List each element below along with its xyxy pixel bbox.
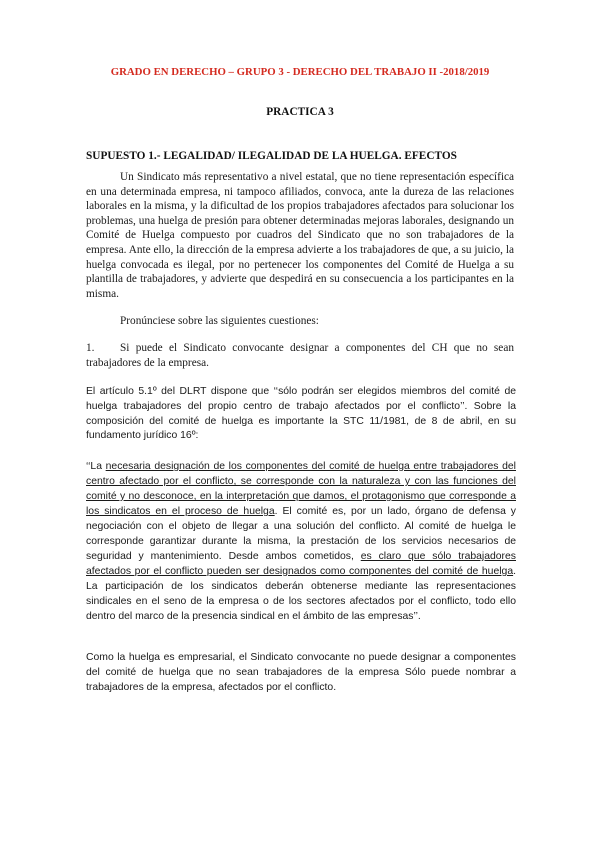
intro-text: Un Sindicato más representativo a nivel estatal, que no tiene representación específica en una determinada empresa, ni tampoco afiliados, convoca, ante la dureza de las relaciones laborales en la misma, y la dificultad de los propios trabajadores afectados para solucionar los problemas, una huelga de presión para obtener determinadas mejoras laborales, designando un Comité de Huelga compuesto por cuadros del Sindicato que no son trabajadores de la empresa. Ante ello, la dirección de la empresa advierte a los trabajadores de que, a su juicio, la huelga convocada es ilegal, por no pertenecer los componentes del Comité de Huelga a su plantilla de trabajadores, y advierte que despedirá en su consecuencia a los participantes en la misma. (86, 171, 514, 300)
answer-1-paragraph: El artículo 5.1º del DLRT dispone que ‘‘sólo podrán ser elegidos miembros del comité de huelga trabajadores del propio centro de trabajo afectados por el conflicto’’. Sobre la composición del comité de huelga es importante la STC 11/1981, de 8 de abril, en su fundamento jurídico 16º: (86, 386, 516, 442)
course-header: GRADO EN DERECHO – GRUPO 3 - DERECHO DEL TRABAJO II -2018/2019 (110, 66, 490, 78)
intro-paragraph (86, 170, 514, 301)
stc-quote (86, 459, 516, 624)
question-1 (86, 341, 514, 370)
quote-end: . La participación de los sindicatos deberán obtenerse mediante las representaciones sindicales en el seno de la empresa o de los sectores afectados por el conflicto, todo ello dentro del marco de la presencia sindical en el ámbito de las empresas’’. (86, 566, 516, 622)
quote-middle: . El comité es, por un lado, órgano de defensa y negociación con el objeto de llegar a una solución del conflicto. Al comité de huelga le corresponde garantizar durante la misma, la prestación de los servicios necesarios de seguridad y mantenimiento. Desde ambos cometidos, (86, 506, 516, 562)
quote-open: ‘‘La (86, 461, 106, 472)
question-1-number: 1. (86, 342, 95, 354)
quote-underline-2: es claro que sólo trabajadores afectados por el conflicto pueden ser designados como componentes del comité de huelga (86, 551, 516, 577)
practica-title: PRACTICA 3 (266, 106, 334, 118)
quote-underline-1: necesaria designación de los componentes del comité de huelga entre trabajadores del centro afectado por el conflicto, se corresponde con la naturaleza y con las funciones del comité y no desconoce, en la interpretación que damos, el protagonismo que corresponde a los sindicatos en el proceso de huelga (86, 461, 516, 517)
conclusion-paragraph: Como la huelga es empresarial, el Sindicato convocante no puede designar a componentes del comité de huelga que no sean trabajadores de la empresa Sólo puede nombrar a trabajadores de la empresa, afectados por el conflicto. (86, 652, 516, 693)
question-1-text: Si puede el Sindicato convocante designar a componentes del CH que no sean trabajadores de la empresa. (86, 342, 514, 369)
supuesto-title: SUPUESTO 1.- LEGALIDAD/ ILEGALIDAD DE LA HUELGA. EFECTOS (86, 150, 457, 162)
pronunciese-line: Pronúnciese sobre las siguientes cuestiones: (120, 315, 319, 327)
